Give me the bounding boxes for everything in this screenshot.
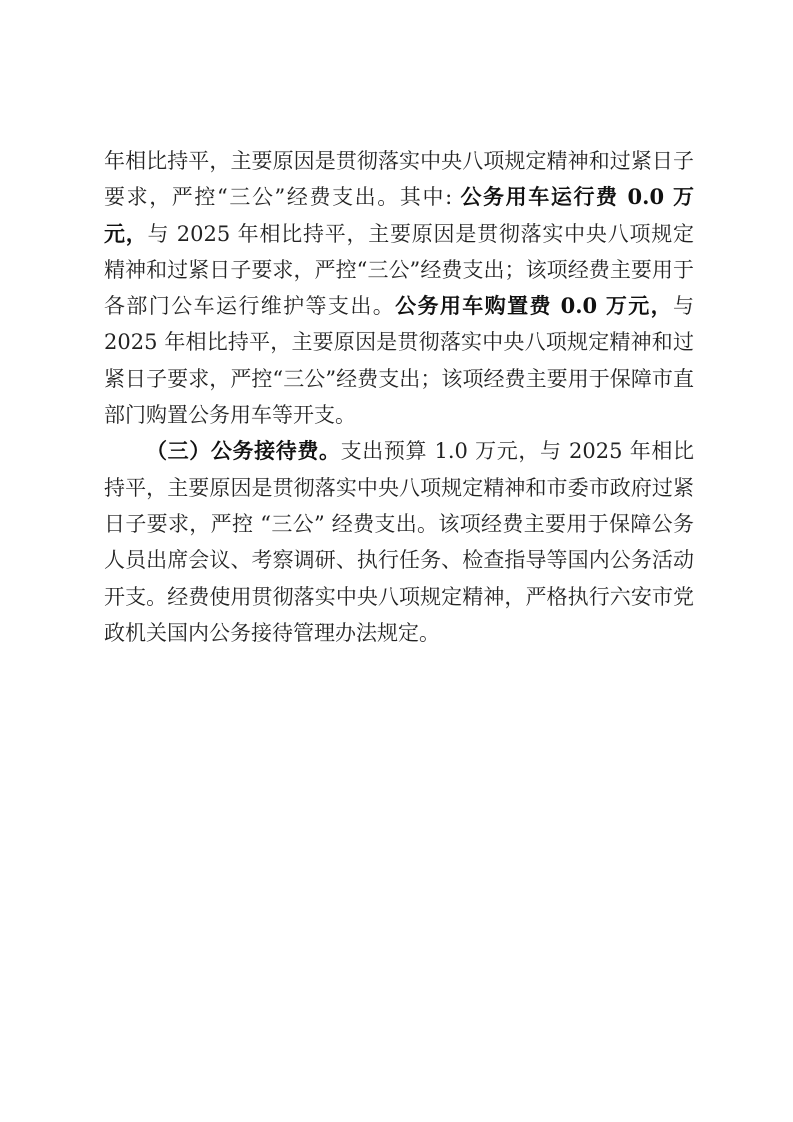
bold-vehicle-purchase-cost: 公务用车购置费 0.0 万元， — [395, 293, 674, 319]
bold-vehicle-operating-cost: 公务用车运行费 0.0 万元， — [104, 184, 694, 246]
paragraph-reception-expenses — [104, 433, 694, 651]
paragraph-text: 与 2025 年相比持平，主要原因是贯彻落实中央八项规定精神和过紧日子要求，严控“三公”经费支出；该项经费主要用于各部门公车运行维护等支出。 — [104, 221, 695, 319]
section-heading-reception: （三）公务接待费。 — [146, 438, 341, 464]
paragraph-text: 与 2025 年相比持平，主要原因是贯彻落实中央八项规定精神和过紧日子要求，严控“三公”经费支出；该项经费主要用于保障市直部门购置公务用车等开支。 — [104, 294, 695, 428]
document-page — [104, 143, 694, 651]
paragraph-text: 年相比持平，主要原因是贯彻落实中央八项规定精神和过紧日子要求，严控“三公”经费支出。其中: — [104, 149, 694, 210]
paragraph-text: 支出预算 1.0 万元，与 2025 年相比持平，主要原因是贯彻落实中央八项规定精神和市委市政府过紧日子要求，严控 “三公” 经费支出。该项经费主要用于保障公务人员出席会议、考察调研、执行任务、检查指导等国内公务活动开支。经费使用贯彻落实中央八项规定精神，严格执行六安市党政机关国内公务接待管理办法规定。 — [104, 439, 694, 645]
paragraph-vehicle-expenses — [104, 143, 694, 433]
